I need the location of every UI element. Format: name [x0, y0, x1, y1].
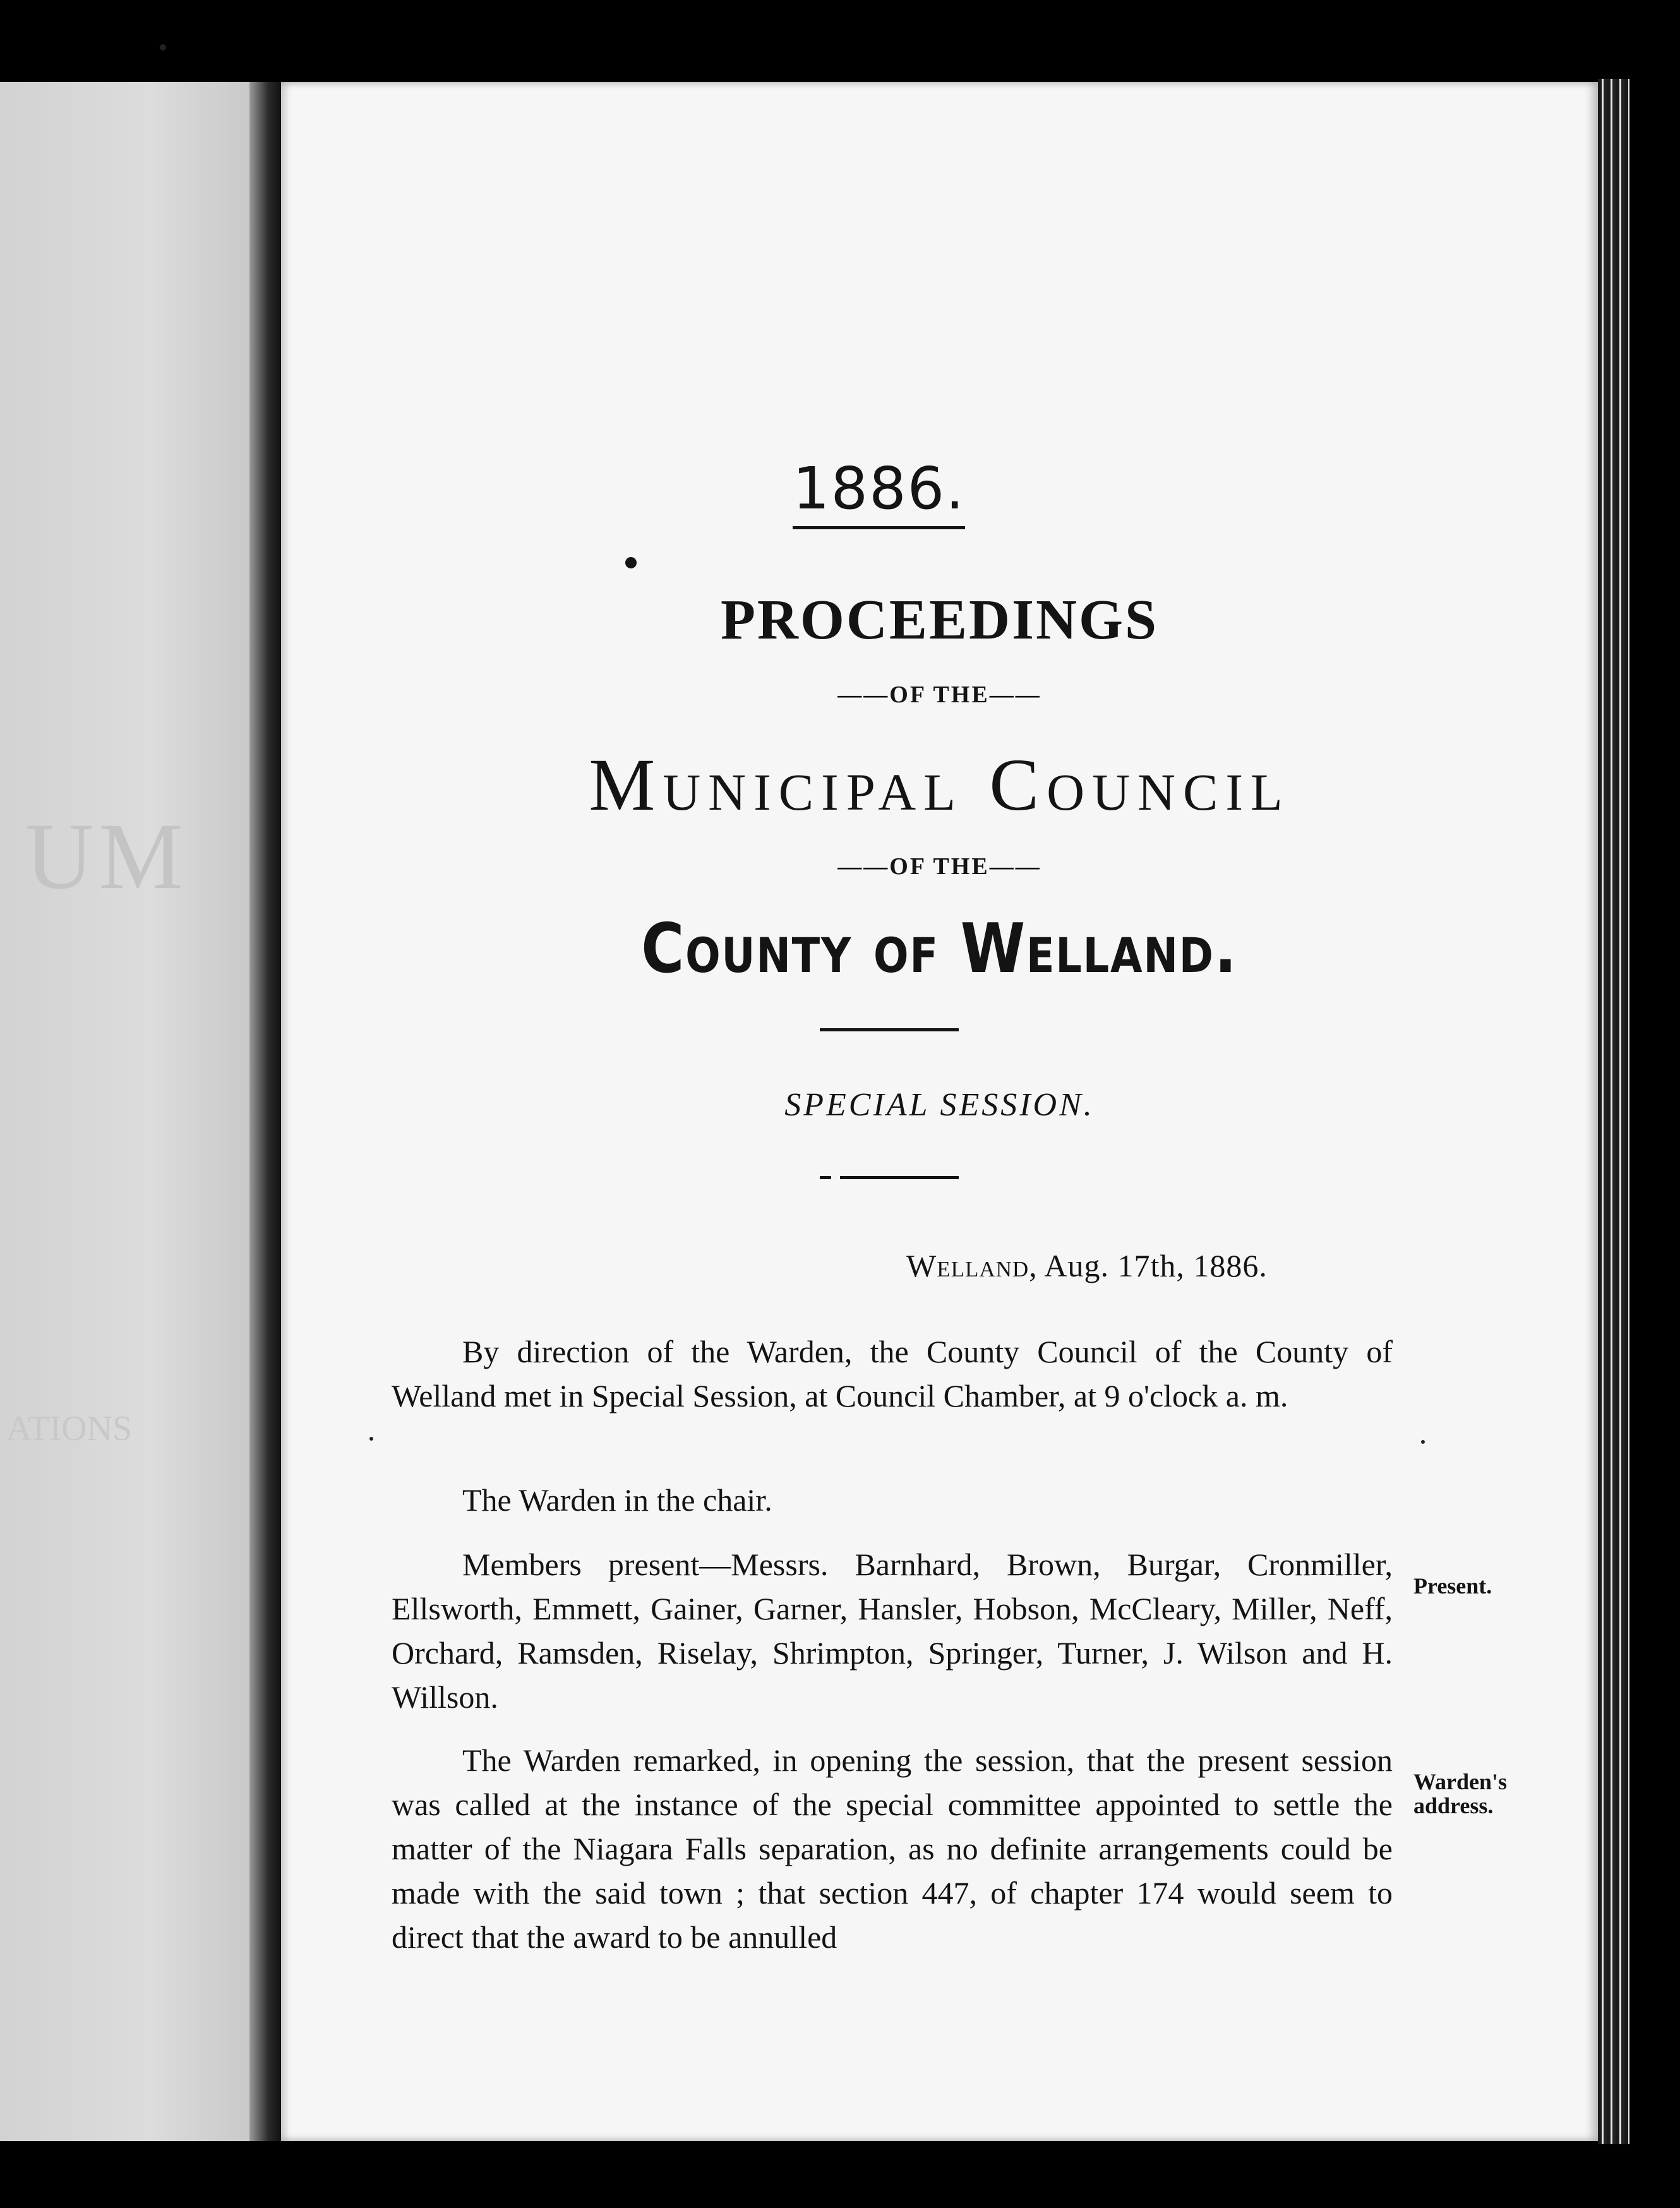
municipal-council-title: Municipal Council	[589, 743, 1290, 826]
dust-speck	[160, 44, 166, 51]
of-the-connector-1: ——OF THE——	[837, 681, 1041, 708]
body-text	[392, 1329, 1393, 1419]
margin-note-present: Present.	[1413, 1573, 1492, 1599]
county-title: County of Welland.	[641, 909, 1238, 988]
dateline-place: Welland,	[906, 1248, 1038, 1283]
book-gutter	[249, 82, 281, 2141]
body-text-members	[392, 1542, 1393, 1720]
divider-rule-1	[820, 1028, 959, 1031]
facing-page	[0, 82, 249, 2141]
bleed-through-text-2: ATIONS	[6, 1409, 133, 1448]
divider-rule-2-dash	[820, 1176, 831, 1179]
dust-speck	[1421, 1440, 1425, 1444]
dateline	[906, 1247, 1268, 1284]
paragraph-convening: By direction of the Warden, the County Council of the County of Welland met in Special Session, at Council Chamber, at 9 o'clock a. m.	[392, 1334, 1393, 1413]
year-heading: 1886.	[793, 455, 965, 529]
margin-note-wardens-address: Warden's address.	[1413, 1769, 1508, 1818]
page-edge	[1598, 79, 1629, 2144]
body-text-chair	[392, 1478, 1393, 1523]
dust-speck	[369, 1437, 373, 1441]
paragraph-chair: The Warden in the chair.	[462, 1482, 772, 1518]
proceedings-title: PROCEEDINGS	[720, 589, 1159, 651]
session-heading: SPECIAL SESSION.	[784, 1087, 1095, 1123]
of-the-connector-2: ——OF THE——	[837, 853, 1041, 880]
paragraph-warden-remarks: The Warden remarked, in opening the session, that the present session was called at the instance of the special committee appointed to settle the matter of the Niagara Falls separation, as no definite arrangements could be made with the said town ; that section 447, of chapter 174 would seem to direct that the award to be annulled	[392, 1743, 1393, 1955]
dateline-date: Aug. 17th, 1886.	[1044, 1248, 1268, 1283]
bleed-through-text: UM	[25, 804, 188, 909]
ink-dot	[625, 557, 637, 568]
paragraph-members: Members present—Messrs. Barnhard, Brown, Burgar, Cronmiller, Ellsworth, Emmett, Gainer, Garner, Hansler, Hobson, McCleary, Miller, Neff, Orchard, Ramsden, Riselay, Shrimpton, Springer, Turner, J. Wilson and H. Willson.	[392, 1547, 1393, 1715]
divider-rule-2	[840, 1176, 959, 1179]
body-text-remarks	[392, 1738, 1393, 1960]
